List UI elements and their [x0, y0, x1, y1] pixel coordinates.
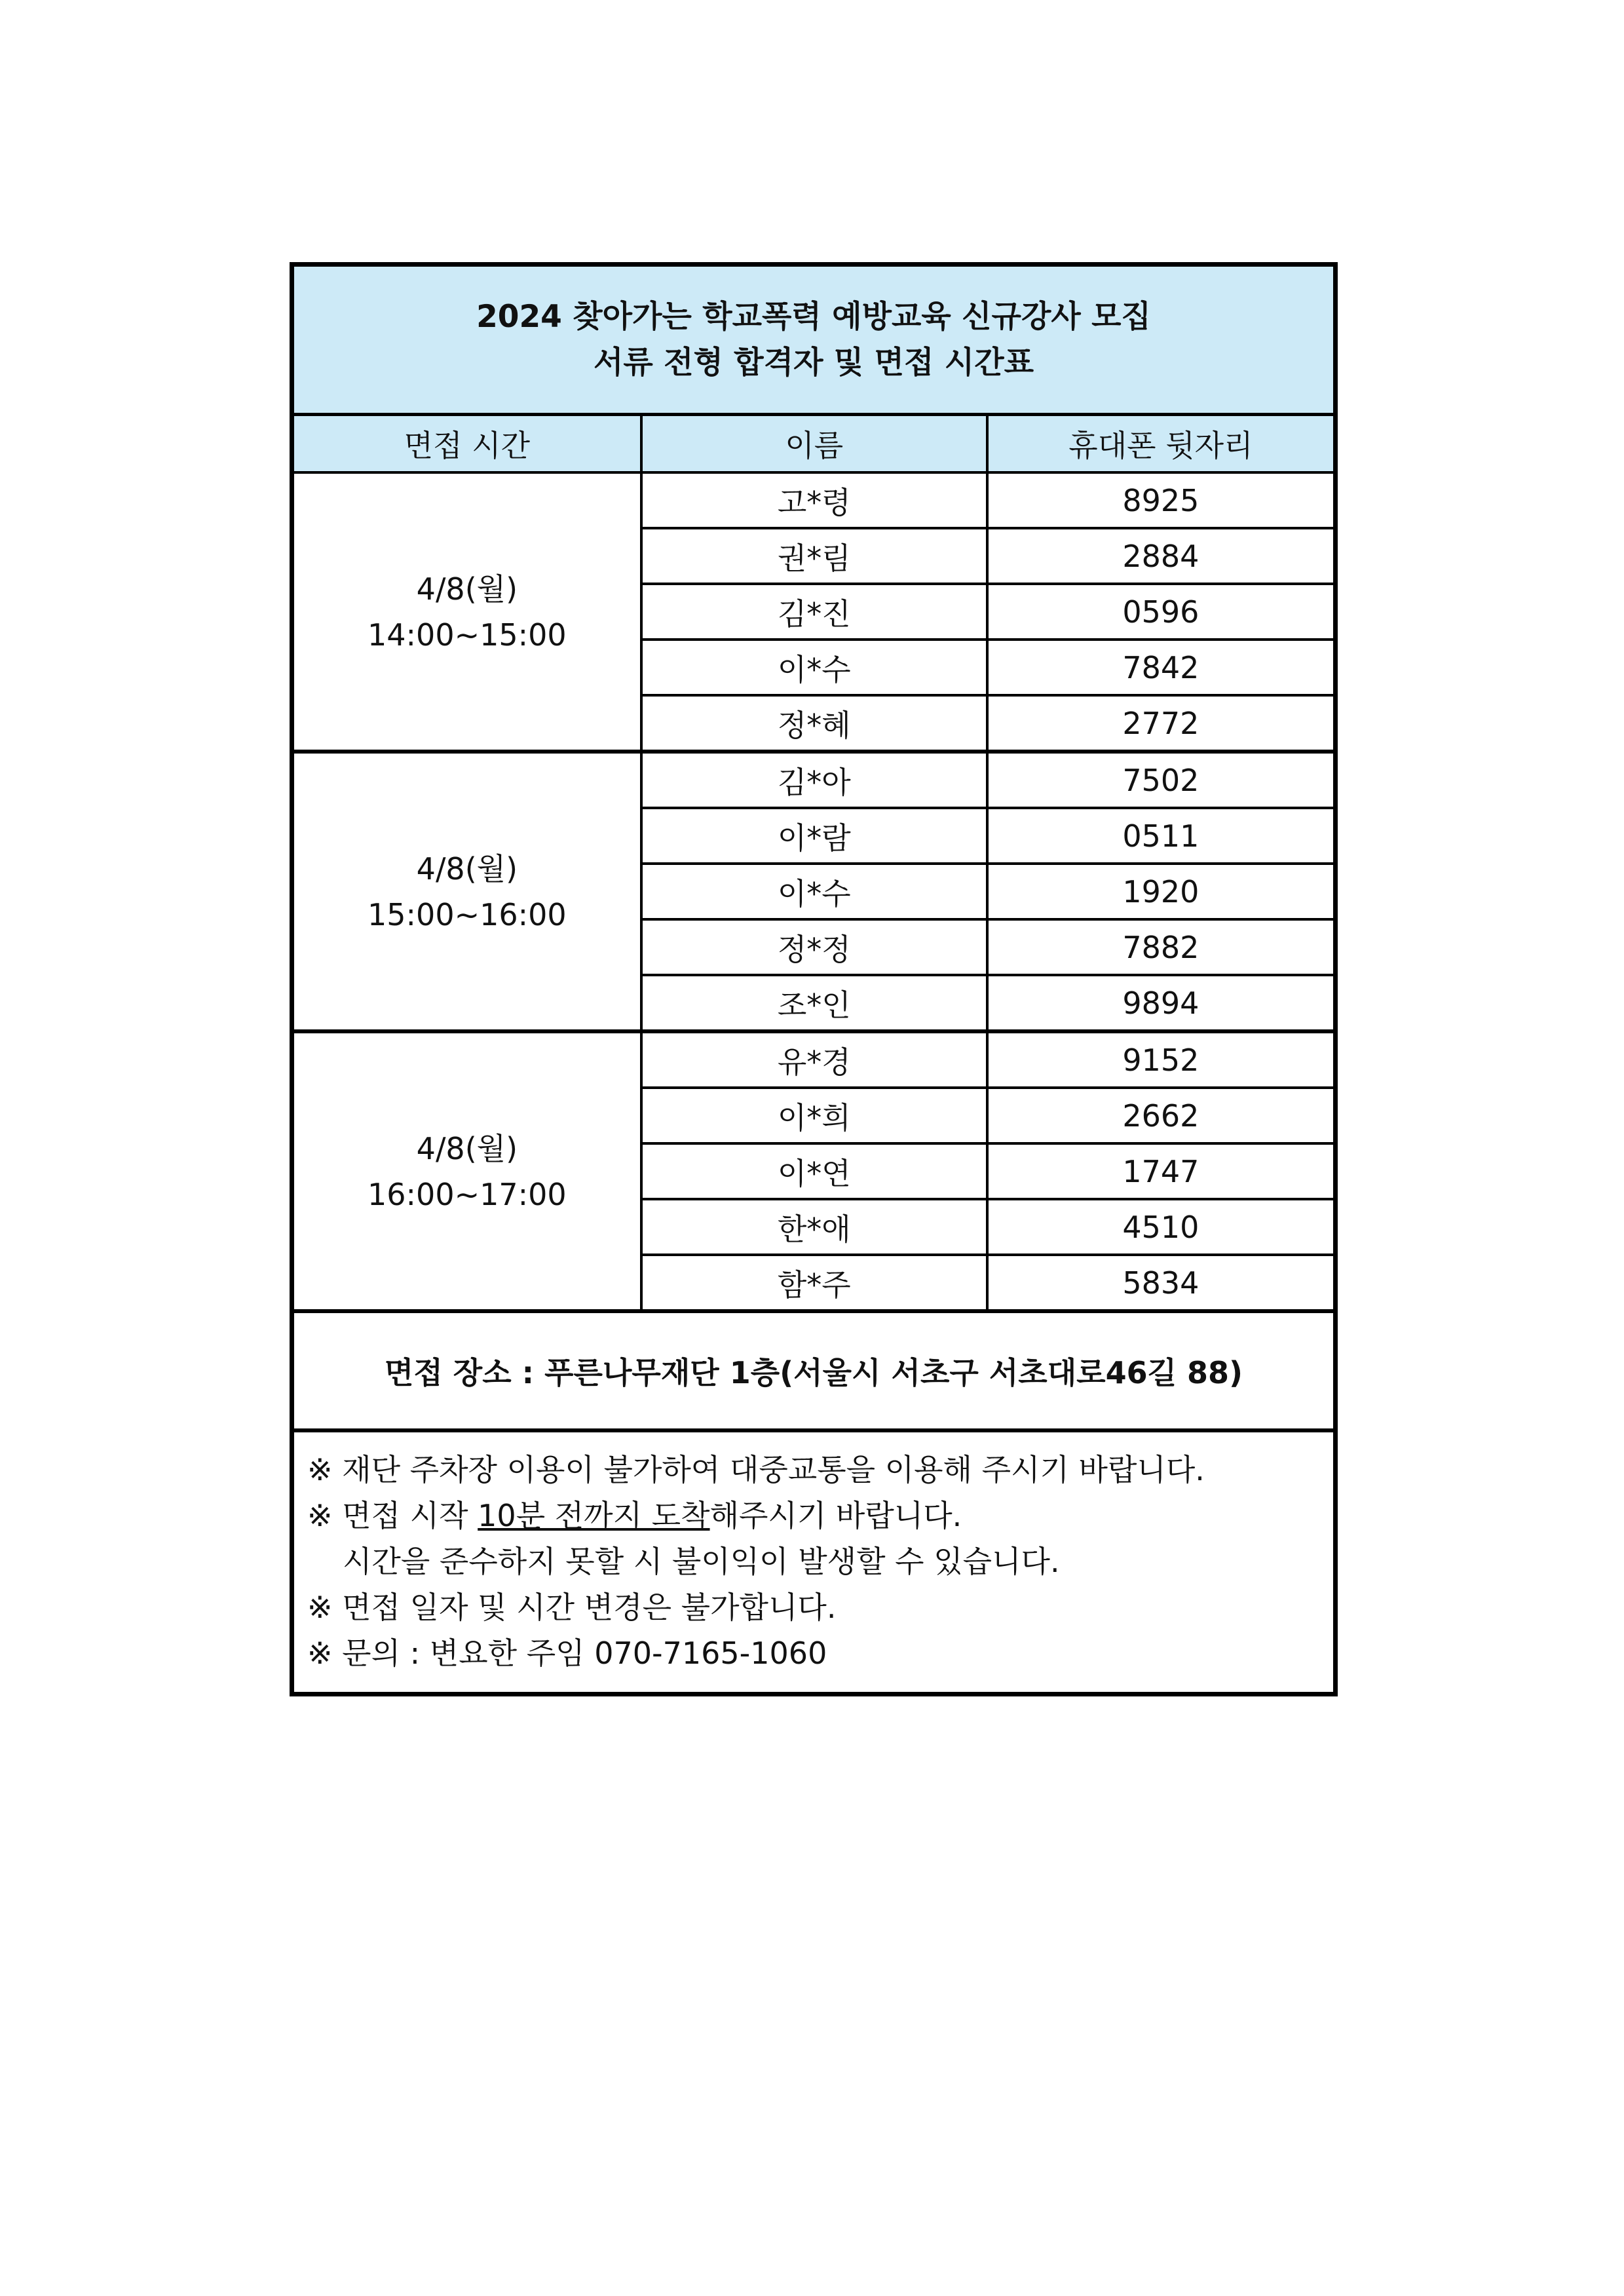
applicant-name: 김*아: [641, 752, 987, 808]
applicant-name: 권*림: [641, 528, 987, 584]
applicant-name: 김*진: [641, 584, 987, 640]
header-interview-time: 면접 시간: [294, 416, 641, 472]
note-contact: ※ 문의 : 변요한 주임 070-7165-1060: [307, 1636, 827, 1671]
interview-time-cell: [294, 1031, 641, 1311]
phone-last-digits: 7502: [987, 752, 1333, 808]
phone-last-digits: 1747: [987, 1143, 1333, 1199]
interview-time-cell: [294, 472, 641, 752]
interview-time-cell: [294, 752, 641, 1031]
note-arrival-suffix: 해주시기 바랍니다.: [709, 1498, 962, 1533]
header-name: 이름: [641, 416, 987, 472]
note-parking: ※ 재단 주차장 이용이 불가하여 대중교통을 이용해 주시기 바랍니다.: [307, 1452, 1205, 1487]
applicant-name: 이*수: [641, 640, 987, 695]
interview-date: 4/8(월): [416, 571, 518, 607]
table-row: [294, 1031, 1333, 1088]
phone-last-digits: 9894: [987, 975, 1333, 1031]
phone-last-digits: 8925: [987, 472, 1333, 528]
applicant-name: 유*경: [641, 1031, 987, 1088]
phone-last-digits: 2662: [987, 1088, 1333, 1143]
applicant-name: 이*희: [641, 1088, 987, 1143]
phone-last-digits: 9152: [987, 1031, 1333, 1088]
notes-section: [294, 1432, 1333, 1692]
table-header-row: [294, 416, 1333, 472]
interview-location: 면접 장소 : 푸른나무재단 1층(서울시 서초구 서초대로46길 88): [294, 1313, 1333, 1432]
note-arrival-prefix: ※ 면접 시작: [307, 1498, 478, 1533]
applicant-name: 이*수: [641, 864, 987, 919]
title-line-2: 서류 전형 합격자 및 면접 시간표: [593, 344, 1034, 381]
phone-last-digits: 1920: [987, 864, 1333, 919]
applicant-name: 정*정: [641, 919, 987, 975]
interview-time-range: 16:00~17:00: [368, 1176, 567, 1212]
applicant-name: 조*인: [641, 975, 987, 1031]
schedule-table: [294, 416, 1333, 1313]
phone-last-digits: 0596: [987, 584, 1333, 640]
applicant-name: 함*주: [641, 1255, 987, 1311]
phone-last-digits: 5834: [987, 1255, 1333, 1311]
phone-last-digits: 4510: [987, 1199, 1333, 1255]
phone-last-digits: 7842: [987, 640, 1333, 695]
note-arrival-emphasis: 10분 전까지 도착: [478, 1498, 710, 1533]
interview-time-range: 15:00~16:00: [368, 896, 567, 932]
interview-date: 4/8(월): [416, 851, 518, 887]
title-box: [294, 267, 1333, 416]
applicant-name: 한*애: [641, 1199, 987, 1255]
phone-last-digits: 0511: [987, 808, 1333, 864]
interview-date: 4/8(월): [416, 1130, 518, 1166]
phone-last-digits: 7882: [987, 919, 1333, 975]
table-row: [294, 752, 1333, 808]
interview-time-range: 14:00~15:00: [368, 617, 567, 653]
header-phone-last-digits: 휴대폰 뒷자리: [987, 416, 1333, 472]
interview-schedule-document: [290, 262, 1338, 1696]
phone-last-digits: 2772: [987, 695, 1333, 752]
applicant-name: 정*혜: [641, 695, 987, 752]
table-row: [294, 472, 1333, 528]
applicant-name: 고*령: [641, 472, 987, 528]
note-no-change: ※ 면접 일자 및 시간 변경은 불가합니다.: [307, 1590, 837, 1625]
phone-last-digits: 2884: [987, 528, 1333, 584]
note-arrival: [307, 1493, 1320, 1539]
title-line-1: 2024 찾아가는 학교폭력 예방교육 신규강사 모집: [476, 298, 1151, 335]
applicant-name: 이*연: [641, 1143, 987, 1199]
applicant-name: 이*람: [641, 808, 987, 864]
note-penalty: 시간을 준수하지 못할 시 불이익이 발생할 수 있습니다.: [343, 1544, 1060, 1579]
